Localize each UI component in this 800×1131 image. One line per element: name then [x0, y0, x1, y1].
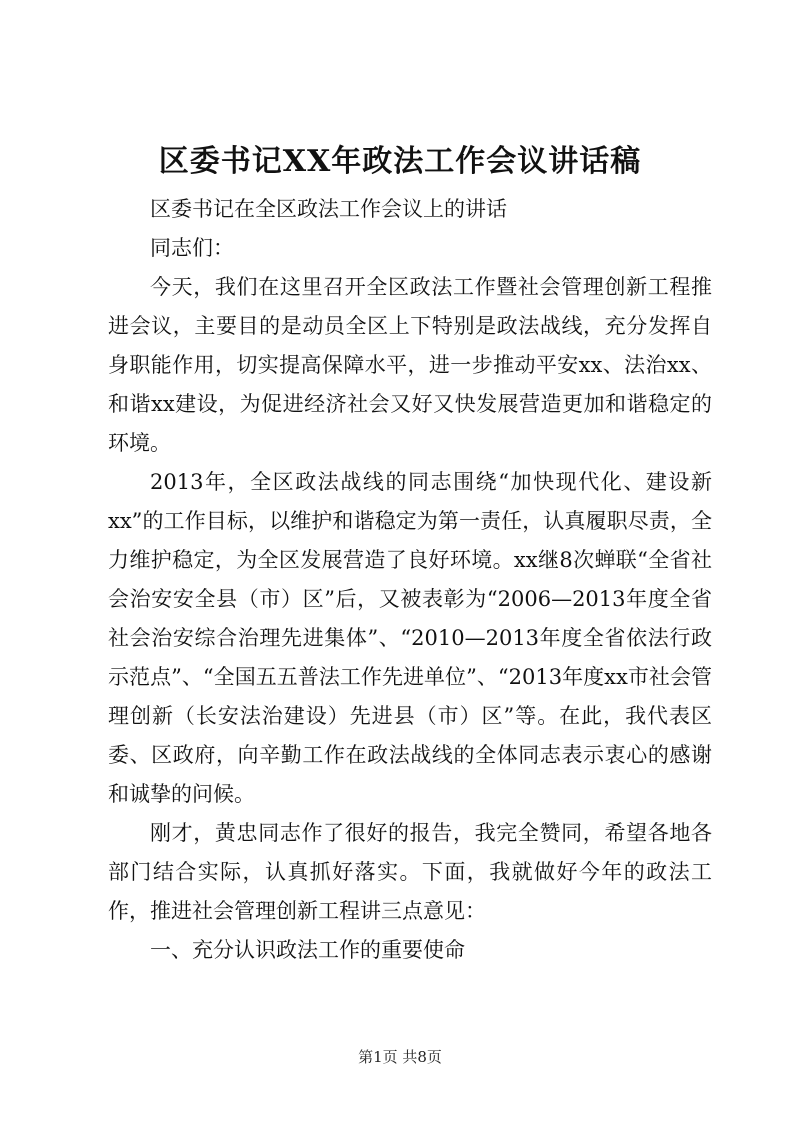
- paragraph-introduction: 今天，我们在这里召开全区政法工作暨社会管理创新工程推进会议，主要目的是动员全区上下特别是政法战线，充分发挥自身职能作用，切实提高保障水平，进一步推动平安xx、法治xx、和谐xx建设，为促进经济社会又好又快发展营造更加和谐稳定的环境。: [108, 275, 712, 455]
- document-body: [108, 190, 712, 970]
- document-title: 区委书记XX年政法工作会议讲话稿: [158, 144, 642, 179]
- paragraph-achievements: 2013年，全区政法战线的同志围绕“加快现代化、建设新xx”的工作目标，以维护和谐稳定为第一责任，认真履职尽责，全力维护稳定，为全区发展营造了良好环境。xx继8次蝉联“全省社会治安安全县（市）区”后，又被表彰为“2006—2013年度全省社会治安综合治理先进集体”、“2010—2013年度全省依法行政示范点”、“全国五五普法工作先进单位”、“2013年度xx市社会管理创新（长安法治建设）先进县（市）区”等。在此，我代表区委、区政府，向辛勤工作在政法战线的全体同志表示衷心的感谢和诚挚的问候。: [108, 470, 712, 806]
- paragraph-transition: 刚才，黄忠同志作了很好的报告，我完全赞同，希望各地各部门结合实际，认真抓好落实。下面，我就做好今年的政法工作，推进社会管理创新工程讲三点意见：: [108, 821, 712, 923]
- page-number-footer: 第1页 共8页: [358, 1048, 442, 1066]
- paragraph-subtitle: 区委书记在全区政法工作会议上的讲话: [150, 197, 507, 221]
- section-heading-1: 一、充分认识政法工作的重要使命: [150, 938, 465, 962]
- paragraph-salutation: 同志们：: [150, 236, 234, 260]
